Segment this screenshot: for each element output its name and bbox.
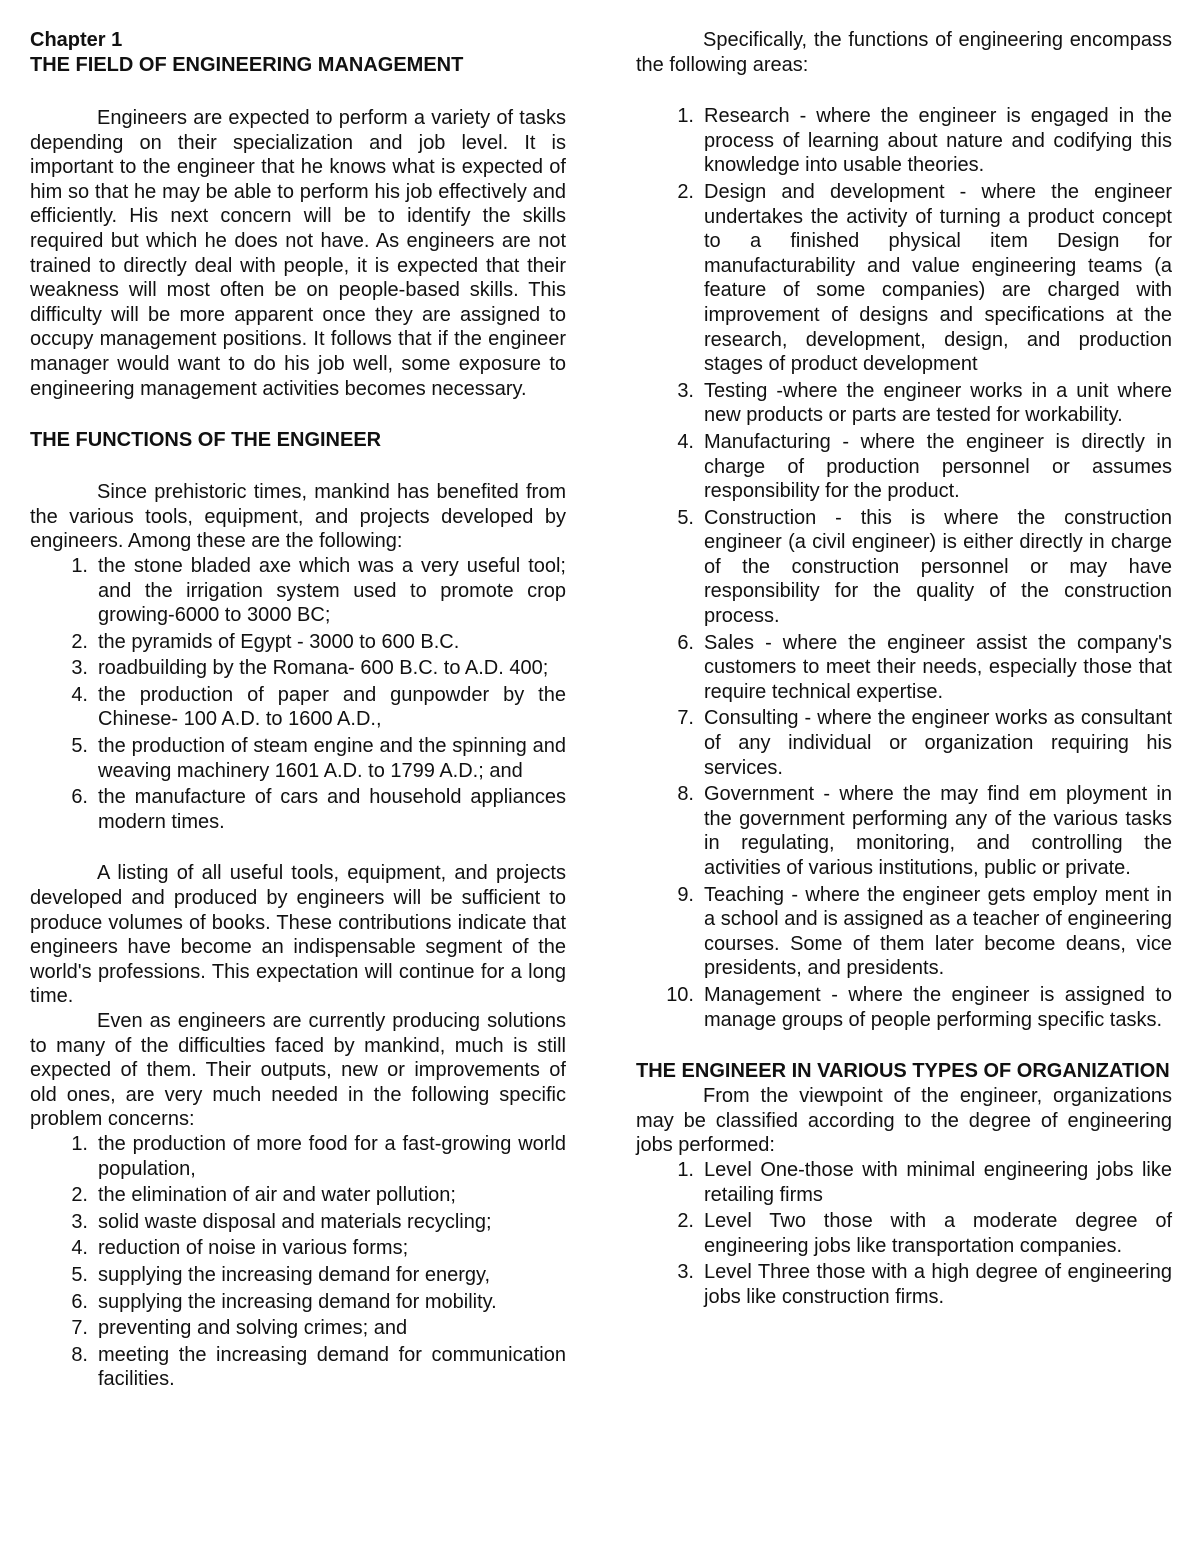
history-list [30, 554, 566, 835]
list-item: 1. the production of more food for a fast-growing world population, [71, 1132, 566, 1180]
list-item: 10. Management - where the engineer is assigned to manage groups of people performing specific tasks. [666, 983, 1172, 1031]
list-item: 1. the stone bladed axe which was a very useful tool; and the irrigation system used to promote crop growing-6000 to 3000 BC; [71, 554, 566, 627]
list-item: 5. supplying the increasing demand for energy, [71, 1263, 491, 1286]
list-item: 3. solid waste disposal and materials recycling; [71, 1210, 492, 1233]
left-column [30, 28, 566, 1394]
list-item: 7. Consulting - where the engineer works as consultant of any individual or organization requiring his services. [677, 707, 1172, 779]
list-item: 1. Research - where the engineer is engaged in the process of learning about nature and codifying this knowledge into usable theories. [677, 105, 1172, 177]
functions-heading: THE FUNCTIONS OF THE ENGINEER [30, 429, 382, 452]
list-item: 1. Level One-those with minimal engineering jobs like retailing firms [677, 1158, 1172, 1206]
list-item: 3. Testing -where the engineer works in a unit where new products or parts are tested for workability. [677, 379, 1172, 427]
list-item: 2. the elimination of air and water pollution; [71, 1184, 456, 1207]
list-item: 8. meeting the increasing demand for communication facilities. [71, 1343, 566, 1391]
listing-paragraph: A listing of all useful tools, equipment, and projects developed and produced by engineers will be sufficient to produce volumes of books. These contributions indicate that engineers have become an indispensable segment of the world's professions. This expectation will continue for a long time. [30, 862, 566, 1008]
list-item: 6. supplying the increasing demand for mobility. [71, 1290, 497, 1313]
list-item: 4. the production of paper and gunpowder by the Chinese- 100 A.D. to 1600 A.D., [71, 683, 566, 731]
list-item: 2. the pyramids of Egypt - 3000 to 600 B.C. [71, 630, 460, 653]
list-item: 5. Construction - this is where the construction engineer (a civil engineer) is either directly in charge of the construction personnel or may have responsibility for the quality of the construction process. [677, 506, 1172, 628]
areas-list [636, 104, 1172, 1032]
list-item: 2. Design and development - where the engineer undertakes the activity of turning a product concept to a finished physical item Design for manufacturability and value engineering teams (a feature of some companies) are charged with improvement of designs and specifications at the research, development, design, and production stages of product development [677, 180, 1172, 376]
list-item: 9. Teaching - where the engineer gets employ ment in a school and is assigned as a teacher of engineering courses. Some of them later become deans, vice presidents, and presidents. [677, 883, 1172, 980]
list-item: 7. preventing and solving crimes; and [71, 1317, 408, 1340]
right-column [636, 28, 1172, 1312]
list-item: 3. roadbuilding by the Romana- 600 B.C. to A.D. 400; [71, 657, 549, 680]
prehistoric-paragraph: Since prehistoric times, mankind has benefited from the various tools, equipment, and projects developed by engineers. Among these are the following: [30, 481, 566, 553]
list-item: 8. Government - where the may find em ployment in the government performing any of the various tasks in regulating, monitoring, and controlling the activities of various institutions, public or private. [677, 783, 1172, 879]
concerns-list [30, 1132, 566, 1392]
list-item: 6. the manufacture of cars and household appliances modern times. [71, 786, 566, 833]
list-item: 3. Level Three those with a high degree of engineering jobs like construction firms. [677, 1261, 1172, 1308]
chapter-label: Chapter 1 [30, 29, 123, 51]
list-item: 4. Manufacturing - where the engineer is directly in charge of production personnel or assumes responsibility for the product. [677, 430, 1172, 503]
levels-list [636, 1158, 1172, 1310]
page-title: THE FIELD OF ENGINEERING MANAGEMENT [30, 54, 464, 76]
intro-paragraph: Engineers are expected to perform a variety of tasks depending on their specialization and job level. It is important to the engineer that he knows what is expected of him so that he may be able to perform his job effectively and efficiently. His next concern will be to identify the skills required but which he does not have. As engineers are not trained to directly deal with people, it is expected that their weakness will most often be on people-based skills. This difficulty will be more apparent once they are assigned to occupy management positions. It follows that if the engineer manager would want to do his job well, some exposure to engineering management activities becomes necessary. [30, 107, 566, 400]
list-item: 4. reduction of noise in various forms; [71, 1237, 409, 1260]
specifically-paragraph: Specifically, the functions of engineering encompass the following areas: [636, 29, 1172, 76]
list-item: 2. Level Two those with a moderate degree of engineering jobs like transportation companies. [677, 1210, 1172, 1257]
even-paragraph: Even as engineers are currently producing solutions to many of the difficulties faced by mankind, much is still expected of them. Their outputs, new or improvements of old ones, are very much needed in the following specific problem concerns: [30, 1010, 566, 1131]
list-item: 5. the production of steam engine and the spinning and weaving machinery 1601 A.D. to 1799 A.D.; and [71, 735, 566, 782]
organization-heading: THE ENGINEER IN VARIOUS TYPES OF ORGANIZATION [636, 1060, 1170, 1083]
organization-paragraph: From the viewpoint of the engineer, organizations may be classified according to the degree of engineering jobs performed: [636, 1085, 1172, 1157]
list-item: 6. Sales - where the engineer assist the company's customers to meet their needs, especially those that require technical expertise. [677, 631, 1172, 703]
